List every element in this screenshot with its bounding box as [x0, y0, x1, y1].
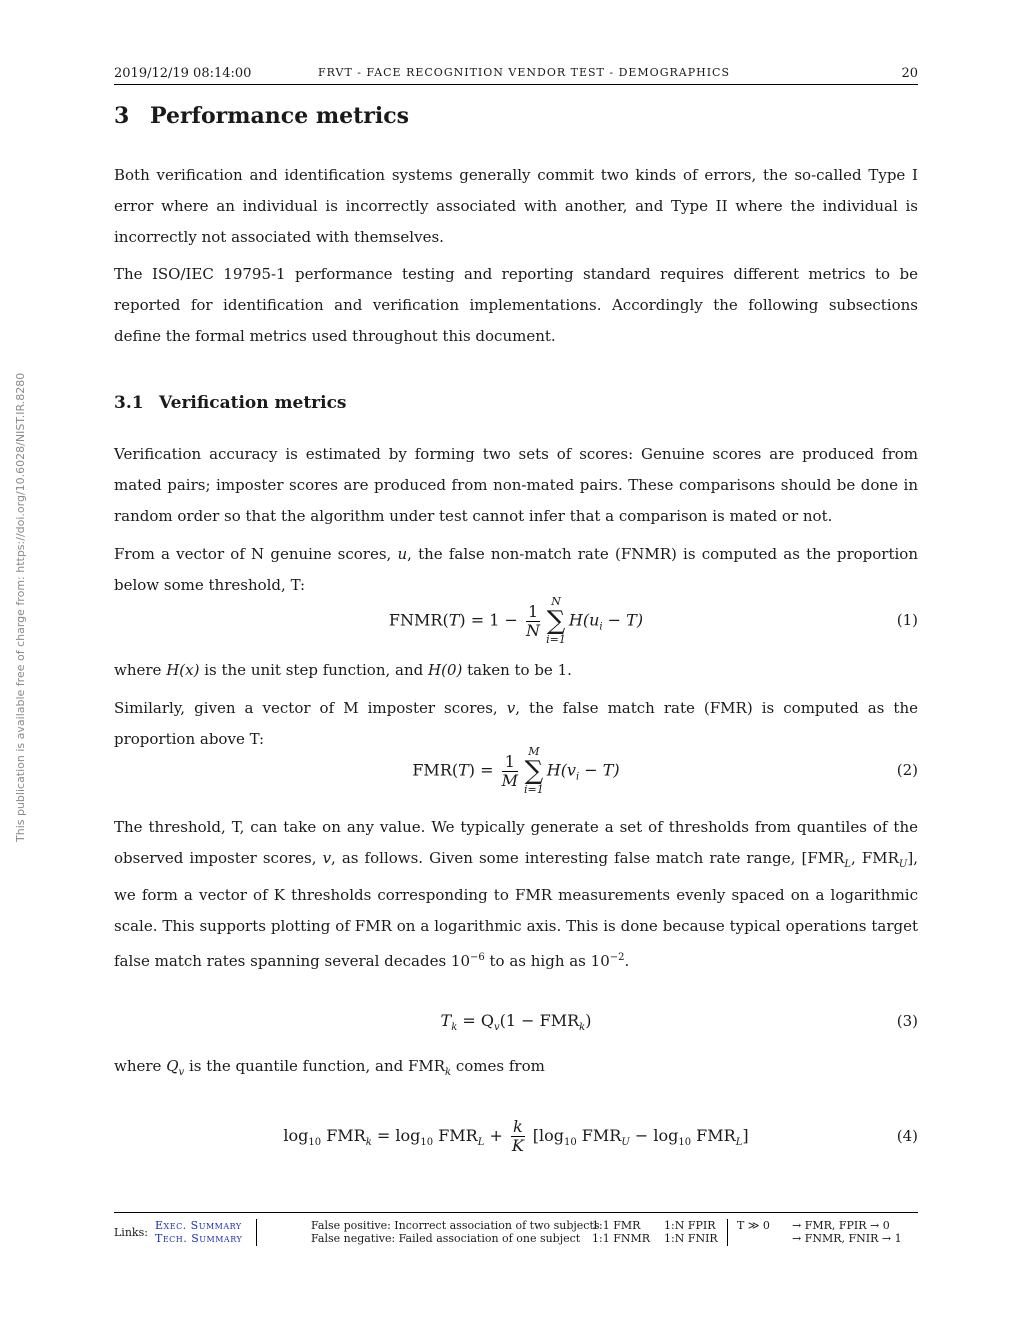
frac-num: 1 [502, 753, 518, 772]
fmr-label: 1:1 FMR [592, 1219, 641, 1232]
sum-lower: i=1 [524, 783, 544, 796]
math-sub: k [445, 1067, 452, 1078]
threshold-label: T ≫ 0 [737, 1219, 770, 1232]
eq-text: H(u [568, 610, 600, 630]
footer-rule [114, 1212, 918, 1213]
text-span: , the false match rate (FMR) is computed as the proportion above T: [114, 699, 918, 748]
eq-text: FMR [576, 1126, 622, 1145]
math-sup: −2 [609, 952, 625, 963]
eq-text: ) = 1 − [459, 610, 523, 630]
text-span: , as follows. Given some interesting false match rate range, [FMR [331, 849, 845, 867]
eq-sub: i [575, 771, 580, 783]
footer-divider [256, 1219, 257, 1246]
eq-fraction [502, 753, 518, 790]
eq-text: − T) [602, 610, 644, 630]
fpir-label: 1:N FPIR [664, 1219, 716, 1232]
eq-fraction [526, 603, 540, 640]
equation-2 [114, 746, 918, 794]
eq-text: = log [371, 1126, 421, 1145]
summation-symbol: M ∑ i=1 [524, 745, 544, 796]
text-span: comes from [451, 1057, 545, 1075]
eq-sub: v [493, 1022, 500, 1034]
frac-den: K [511, 1136, 524, 1155]
eq-text: ) = [468, 760, 499, 780]
fn-limit: → FNMR, FNIR → 1 [792, 1232, 902, 1245]
subsection-number: 3.1 [114, 393, 144, 413]
math-var: v [322, 849, 332, 867]
header-rule [114, 84, 918, 85]
eq-sub: i [599, 621, 603, 633]
text-span: . [624, 952, 630, 970]
equation-4 [114, 1112, 918, 1160]
math-sub: v [178, 1067, 185, 1078]
text-span: , the false non-match rate (FNMR) is computed as the proportion below some threshold, T: [114, 545, 918, 594]
text-span: Similarly, given a vector of M imposter scores, [114, 699, 507, 717]
footer-divider [727, 1219, 728, 1246]
section-heading [114, 103, 409, 129]
eq-var: T [458, 760, 469, 780]
subsection-heading [114, 393, 347, 413]
equation-number: (2) [896, 761, 918, 779]
eq-sub: 10 [308, 1137, 322, 1149]
equation-1 [114, 596, 918, 644]
math-var: v [506, 699, 516, 717]
false-negative-definition: False negative: Failed association of one subject [311, 1232, 581, 1245]
equation-number: (4) [896, 1127, 918, 1145]
eq-text: ] [742, 1126, 749, 1145]
eq-text: H(v [546, 760, 576, 780]
eq-var: T [440, 1011, 452, 1030]
eq-text: + [484, 1126, 508, 1145]
subsection-title: Verification metrics [159, 393, 347, 413]
math-var: H(0) [428, 661, 463, 679]
section-number: 3 [114, 103, 130, 129]
eq-sub: L [477, 1137, 485, 1149]
text-span: ], we form a vector of K thresholds corresponding to FMR measurements evenly spaced on a logarithmic scale. This supports plotting of FMR on a logarithmic axis. This is done because typical operations target false match rates spanning several decades 10 [114, 849, 918, 970]
text-span: to as high as 10 [484, 952, 610, 970]
eq-sub: L [735, 1137, 743, 1149]
text-span: taken to be 1. [462, 661, 572, 679]
verification-paragraph-1: Verification accuracy is estimated by forming two sets of scores: Genuine scores are produced from mated pairs; imposter scores are produced from non-mated pairs. These comparisons should be done in random order so that the algorithm under test cannot infer that a comparison is mated or not. [114, 445, 918, 525]
frac-den: M [501, 770, 518, 790]
eq-text: FMR [321, 1126, 366, 1145]
fnir-label: 1:N FNIR [664, 1232, 718, 1245]
eq-text: FNMR( [388, 610, 449, 630]
sidebar-doi[interactable]: This publication is available free of charge from: https://doi.org/10.6028/NIST.IR.8280 [14, 372, 27, 842]
page-number: 20 [901, 66, 918, 81]
header-title: FRVT - FACE RECOGNITION VENDOR TEST - DEMOGRAPHICS [318, 66, 731, 79]
math-sup: −6 [470, 952, 485, 963]
eq-text: FMR [691, 1126, 736, 1145]
sum-upper: M [528, 745, 540, 758]
frac-den: N [526, 620, 541, 640]
intro-paragraph-2: The ISO/IEC 19795-1 performance testing and reporting standard requires different metrics to be reported for identification and verification implementations. Accordingly the following subsections define the formal metrics used throughout this document. [114, 265, 918, 345]
math-sub: L [844, 859, 852, 870]
text-span: , FMR [851, 849, 899, 867]
eq-sub: 10 [420, 1137, 434, 1149]
eq-text: = Q [457, 1011, 494, 1030]
text-span: is the quantile function, and FMR [184, 1057, 446, 1075]
verification-paragraph-3 [114, 655, 918, 686]
section-title: Performance metrics [150, 103, 410, 129]
eq-sub: k [451, 1022, 458, 1034]
frac-num: k [512, 1117, 523, 1136]
eq-sub: U [621, 1137, 630, 1149]
eq-sub: 10 [563, 1137, 577, 1149]
header-date: 2019/12/19 08:14:00 [114, 66, 252, 81]
fnmr-label: 1:1 FNMR [592, 1232, 651, 1245]
eq-sub: k [579, 1022, 586, 1034]
sum-upper: N [551, 595, 561, 608]
eq-text: (1 − FMR [499, 1011, 580, 1030]
eq-fraction [511, 1118, 525, 1155]
eq-text: − T) [579, 760, 620, 780]
text-span: is the unit step function, and [199, 661, 429, 679]
eq-text: − log [629, 1126, 679, 1145]
eq-text: [log [527, 1126, 564, 1145]
eq-var: T [448, 610, 460, 630]
eq-sub: k [365, 1137, 372, 1149]
math-sub: U [898, 859, 908, 870]
verification-paragraph-6 [114, 1051, 918, 1088]
verification-paragraph-2 [114, 539, 918, 601]
equation-3 [114, 997, 918, 1045]
eq-text: FMR [433, 1126, 478, 1145]
text-span: where [114, 661, 167, 679]
exec-summary-link[interactable]: Exec. Summary [155, 1219, 242, 1232]
eq-sub: 10 [678, 1137, 692, 1149]
eq-text: FMR( [412, 760, 459, 780]
verification-paragraph-5 [114, 812, 918, 977]
fp-limit: → FMR, FPIR → 0 [792, 1219, 890, 1232]
equation-number: (3) [896, 1012, 918, 1030]
frac-num: 1 [527, 601, 539, 621]
summation-symbol: N ∑ i=1 [546, 595, 566, 646]
equation-number: (1) [896, 611, 918, 629]
links-label: Links: [114, 1226, 148, 1239]
false-positive-definition: False positive: Incorrect association of two subjects [311, 1219, 600, 1232]
text-span: The threshold, T, can take on any value. We typically generate a set of thresholds from quantiles of the observed imposter scores, [114, 818, 918, 867]
sum-lower: i=1 [546, 633, 566, 646]
eq-text: log [283, 1126, 309, 1145]
text-span: From a vector of N genuine scores, [114, 545, 398, 563]
tech-summary-link[interactable]: Tech. Summary [155, 1232, 243, 1245]
eq-text: ) [585, 1011, 592, 1030]
math-var: Q [166, 1057, 179, 1075]
math-var: u [397, 545, 408, 563]
math-var: H(x) [166, 661, 200, 679]
intro-paragraph-1: Both verification and identification systems generally commit two kinds of errors, the so-called Type I error where an individual is incorrectly associated with another, and Type II where the individual is incorrectly not associated with themselves. [114, 166, 918, 246]
text-span: where [114, 1057, 167, 1075]
